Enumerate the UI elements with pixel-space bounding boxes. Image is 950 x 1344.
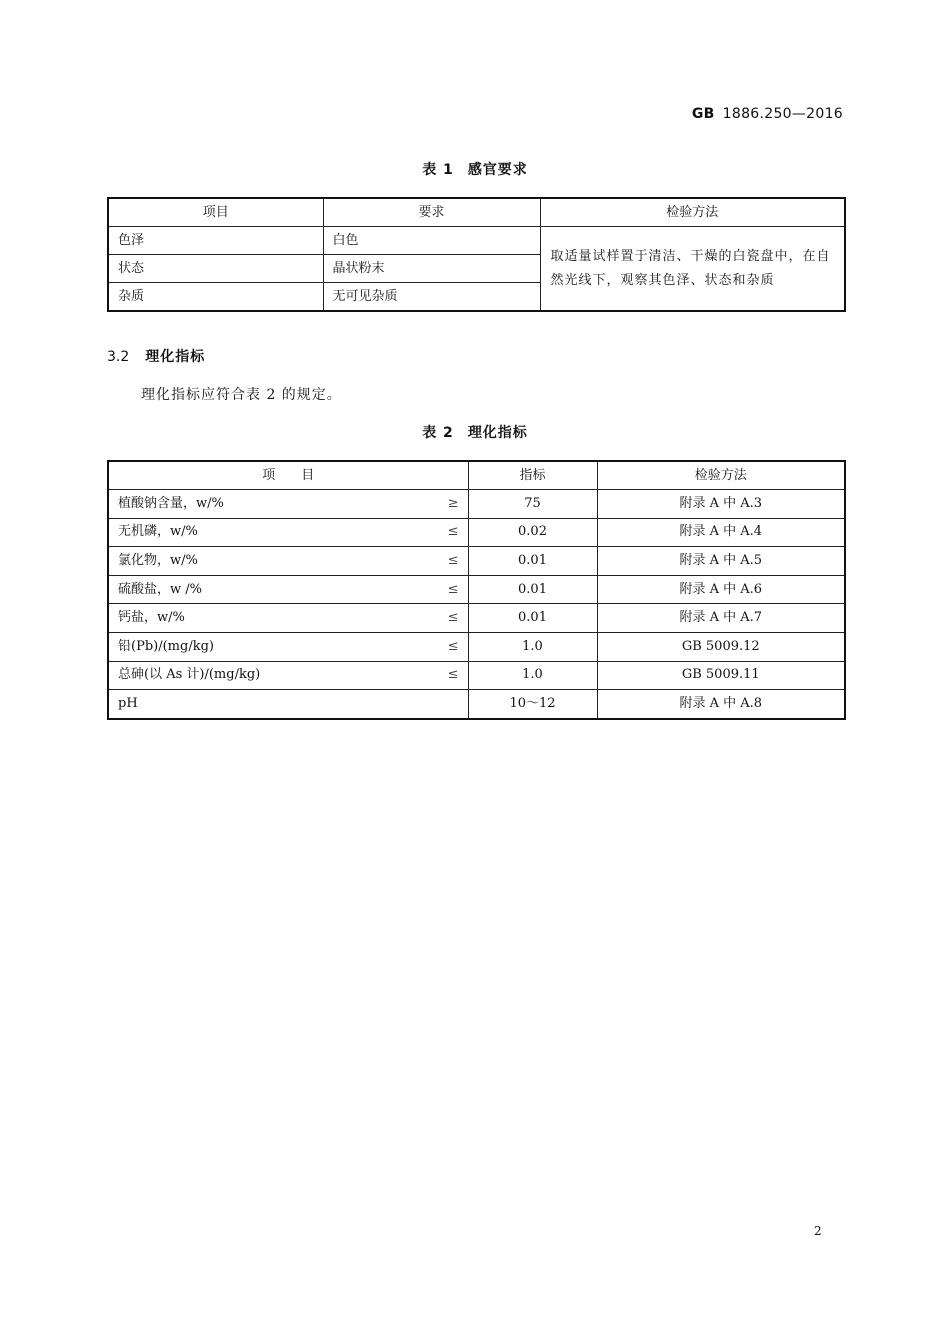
- relation-symbol: ≤: [447, 638, 459, 654]
- table-header-cell: 项目: [108, 198, 323, 227]
- section-heading: [107, 346, 205, 366]
- item-label: 植酸钠含量，w/%: [118, 495, 224, 511]
- requirement-cell: 白色: [323, 227, 540, 255]
- method-cell: 附录 A 中 A.5: [597, 547, 845, 576]
- value-cell: 1.0: [468, 632, 597, 661]
- method-cell: 附录 A 中 A.4: [597, 518, 845, 547]
- requirement-cell: 晶状粉末: [323, 255, 540, 283]
- method-cell: 附录 A 中 A.3: [597, 490, 845, 519]
- table-row: [108, 632, 845, 661]
- item-label: 铅(Pb)/(mg/kg): [118, 638, 214, 654]
- table-header-cell: 指标: [468, 461, 597, 490]
- method-cell: 附录 A 中 A.6: [597, 575, 845, 604]
- table-row: [108, 518, 845, 547]
- table-row: [108, 547, 845, 576]
- item-label: 钙盐，w/%: [118, 610, 185, 626]
- item-cell: 杂质: [108, 283, 323, 312]
- table-header-row: [108, 198, 845, 227]
- item-label: 氯化物，w/%: [118, 552, 198, 568]
- table-header-cell: 项 目: [108, 461, 468, 490]
- relation-symbol: ≤: [447, 552, 459, 568]
- item-cell: [108, 632, 468, 661]
- section-title: 理化指标: [145, 349, 206, 365]
- value-cell: 0.01: [468, 547, 597, 576]
- sensory-table: [107, 197, 846, 312]
- table2-caption: [0, 422, 950, 442]
- table-header-row: [108, 461, 845, 490]
- item-cell: 状态: [108, 255, 323, 283]
- table1-caption-number: 表 1: [422, 162, 454, 178]
- item-cell: [108, 604, 468, 633]
- relation-symbol: ≤: [447, 610, 459, 626]
- relation-symbol: ≤: [447, 667, 459, 683]
- table-row: [108, 490, 845, 519]
- table-row: [108, 690, 845, 719]
- relation-symbol: ≤: [447, 581, 459, 597]
- table2-caption-number: 表 2: [422, 425, 454, 441]
- method-cell: GB 5009.12: [597, 632, 845, 661]
- standard-number: 1886.250—2016: [722, 106, 843, 122]
- table2-caption-title: 理化指标: [467, 425, 528, 441]
- item-cell: [108, 490, 468, 519]
- table1-caption: [0, 159, 950, 179]
- method-cell: 附录 A 中 A.7: [597, 604, 845, 633]
- relation-symbol: ≤: [447, 524, 459, 540]
- table-header-cell: 检验方法: [540, 198, 845, 227]
- item-cell: [108, 690, 468, 719]
- table-header-cell: 要求: [323, 198, 540, 227]
- item-label: 硫酸盐，w /%: [118, 581, 202, 597]
- method-cell: GB 5009.11: [597, 661, 845, 690]
- value-cell: 1.0: [468, 661, 597, 690]
- table-row: [108, 661, 845, 690]
- value-cell: 10～12: [468, 690, 597, 719]
- value-cell: 0.01: [468, 604, 597, 633]
- page-number: 2: [814, 1224, 822, 1238]
- table-header-cell: 检验方法: [597, 461, 845, 490]
- item-cell: [108, 518, 468, 547]
- method-cell: 附录 A 中 A.8: [597, 690, 845, 719]
- section-number: 3.2: [107, 349, 130, 365]
- physicochemical-table: [107, 460, 846, 720]
- value-cell: 0.01: [468, 575, 597, 604]
- value-cell: 75: [468, 490, 597, 519]
- item-cell: [108, 575, 468, 604]
- item-label: 总砷(以 As 计)/(mg/kg): [118, 667, 261, 683]
- standard-prefix: GB: [691, 106, 715, 122]
- table-row: [108, 227, 845, 255]
- table-row: [108, 575, 845, 604]
- item-cell: 色泽: [108, 227, 323, 255]
- section-paragraph: 理化指标应符合表 2 的规定。: [141, 387, 342, 403]
- document-header: [692, 106, 843, 122]
- relation-symbol: ≥: [447, 495, 459, 511]
- item-label: pH: [118, 695, 138, 711]
- item-cell: [108, 661, 468, 690]
- item-label: 无机磷，w/%: [118, 524, 198, 540]
- method-cell: 取适量试样置于清洁、干燥的白瓷盘中，在自然光线下，观察其色泽、状态和杂质: [540, 227, 845, 312]
- value-cell: 0.02: [468, 518, 597, 547]
- item-cell: [108, 547, 468, 576]
- requirement-cell: 无可见杂质: [323, 283, 540, 312]
- table-row: [108, 604, 845, 633]
- table1-caption-title: 感官要求: [467, 162, 528, 178]
